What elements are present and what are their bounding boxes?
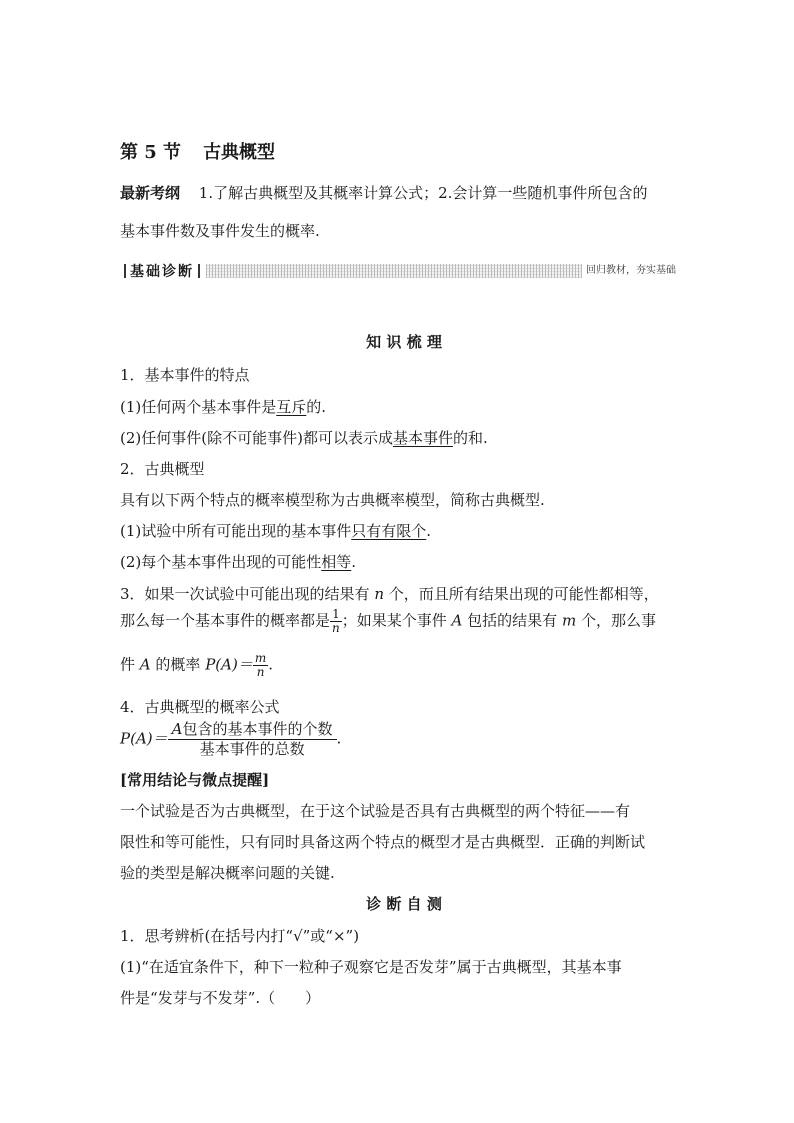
point-1-1: (1)任何两个基本事件是互斥的. (120, 398, 327, 416)
answer-basic-event: 基本事件 (392, 429, 453, 447)
point-1-title: 1．基本事件的特点 (120, 366, 250, 384)
tips-line-1: 一个试验是否为古典概型，在于这个试验是否具有古典概型的两个特征——有 (120, 802, 631, 820)
point-3-line-2: 那么每一个基本事件的概率都是 $\frac{1}{n}$ ；如果某个事件 A 包括的结果有 m 个，那么事 (120, 607, 656, 635)
syllabus-line-1 (120, 182, 647, 203)
banner-label: 基础诊断 (130, 264, 194, 280)
answer-finite: 只有有限个 (351, 522, 427, 540)
point-1-2: (2)任何事件(除不可能事件)都可以表示成基本事件的和. (120, 429, 488, 447)
question-1-1-line-2: 件是“发芽与不发芽”.（ ） (120, 989, 321, 1007)
tips-line-3: 验的类型是解决概率问题的关键. (120, 864, 335, 882)
answer-equal: 相等 (321, 553, 352, 571)
syllabus-item-1: 1.了解古典概型及其概率计算公式； (198, 184, 439, 202)
point-2-intro: 具有以下两个特点的概率模型称为古典概率模型，简称古典概型. (120, 491, 545, 509)
probability-formula: P(A)＝ $\frac{\text{A包含的基本事件的个数}}{\text{基本事件的总数}}$ . (120, 720, 342, 758)
point-2-1: (1)试验中所有可能出现的基本事件只有有限个. (120, 522, 432, 540)
section-name: 古典概型 (203, 142, 276, 163)
point-3-line-3: 件 A 的概率 P(A)＝ $\frac{m}{n}$ . (120, 651, 274, 679)
answer-mutually-exclusive: 互斥 (276, 398, 307, 416)
syllabus-label: 最新考纲 (120, 184, 181, 202)
selftest-heading: 诊 断 自 测 (366, 895, 442, 913)
section-number: 第 5 节 (120, 142, 182, 163)
formula-fraction: $\frac{\text{A包含的基本事件的个数}}{\text{基本事件的总数}}$ (168, 720, 337, 759)
question-1: 1．思考辨析(在括号内打“√”或“×”) (120, 927, 360, 945)
point-4-title: 4．古典概型的概率公式 (120, 698, 280, 716)
question-1-1-line-1: (1)“在适宜条件下，种下一粒种子观察它是否发芽”属于古典概型，其基本事 (120, 958, 622, 976)
knowledge-heading: 知 识 梳 理 (366, 333, 442, 351)
point-2-title: 2．古典概型 (120, 460, 205, 478)
tips-heading: [常用结论与微点提醒] (120, 771, 270, 789)
banner-label-box (120, 262, 204, 280)
page-title (120, 138, 275, 164)
banner-tag: 回归教材，夯实基础 (582, 263, 680, 279)
tips-line-2: 限性和等可能性，只有同时具备这两个特点的概型才是古典概型．正确的判断试 (120, 833, 646, 851)
syllabus-item-2a: 2.会计算一些随机事件所包含的 (438, 184, 648, 202)
point-3-line-1: 3．如果一次试验中可能出现的结果有 n 个，而且所有结果出现的可能性都相等， (120, 585, 659, 603)
point-2-2: (2)每个基本事件出现的可能性相等. (120, 553, 357, 571)
fraction-1-over-n: $\frac{1}{n}$ (332, 607, 340, 635)
syllabus-line-2: 基本事件数及事件发生的概率. (120, 222, 320, 240)
section-banner (120, 262, 680, 280)
fraction-m-over-n: $\frac{m}{n}$ (254, 651, 267, 679)
